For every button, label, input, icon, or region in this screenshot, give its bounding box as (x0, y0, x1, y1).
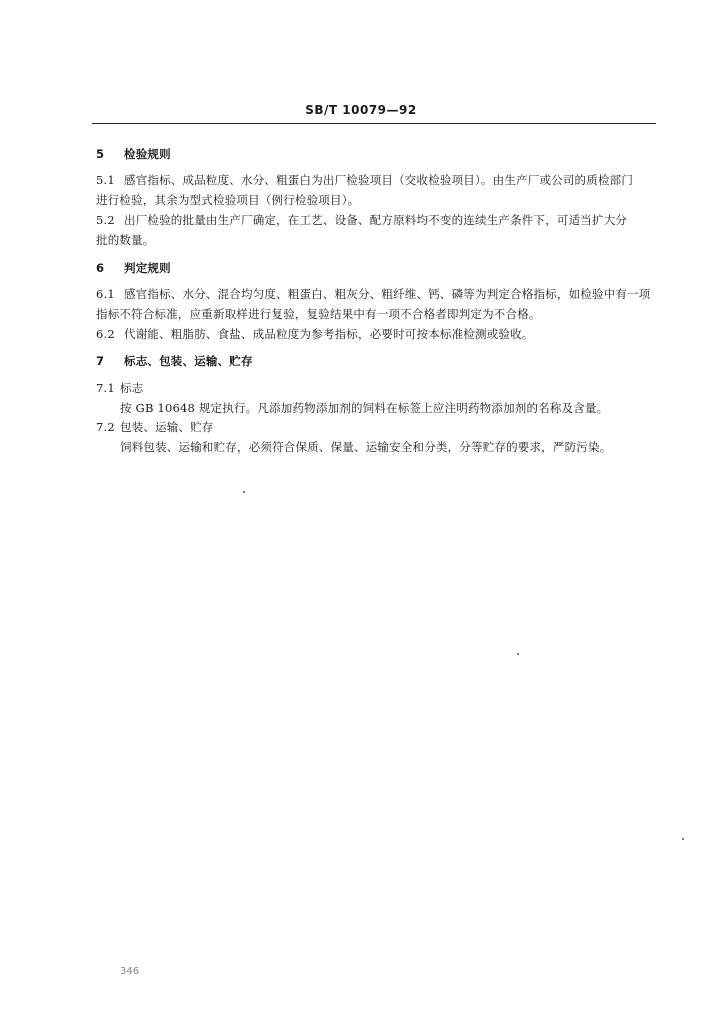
clause-7-2-title: 包装、运输、贮存 (120, 420, 214, 434)
clause-5-2-line-1 (96, 213, 627, 227)
page-number: 346 (120, 966, 140, 977)
clause-5-1-line-2: 进行检验，其余为型式检验项目（例行检验项目）。 (96, 193, 360, 207)
clause-5-1-number: 5.1 (96, 173, 115, 187)
clause-6-1-line-1 (96, 287, 651, 301)
scan-speck (517, 653, 519, 655)
section-5-number: 5 (96, 147, 105, 161)
section-6-number: 6 (96, 261, 105, 275)
clause-6-1-text-1: 感官指标、水分、混合均匀度、粗蛋白、粗灰分、粗纤维、钙、磷等为判定合格指标，如检验中有一项 (124, 287, 651, 301)
standard-code-header: SB/T 10079—92 (305, 103, 417, 117)
clause-6-1-number: 6.1 (96, 287, 115, 301)
clause-7-2-number: 7.2 (96, 420, 115, 434)
scan-speck (682, 838, 684, 840)
clause-5-1-line-1 (96, 173, 633, 187)
clause-7-1-heading (96, 381, 143, 395)
clause-7-2-heading (96, 420, 214, 434)
clause-6-2-number: 6.2 (96, 327, 115, 341)
section-5-title: 检验规则 (124, 147, 171, 161)
clause-5-2-line-2: 批的数量。 (96, 233, 155, 247)
section-7-title: 标志、包装、运输、贮存 (124, 354, 253, 368)
scan-speck (243, 491, 245, 493)
section-6-heading (96, 261, 171, 275)
section-6-title: 判定规则 (124, 261, 171, 275)
clause-5-2-text-1: 出厂检验的批量由生产厂确定，在工艺、设备、配方原料均不变的连续生产条件下，可适当扩大分 (124, 213, 628, 227)
section-7-heading (96, 354, 253, 368)
clause-7-1-title: 标志 (120, 381, 144, 395)
clause-5-2-number: 5.2 (96, 213, 115, 227)
section-7-number: 7 (96, 354, 105, 368)
clause-7-1-number: 7.1 (96, 381, 115, 395)
clause-7-1-body: 按 GB 10648 规定执行。凡添加药物添加剂的饲料在标签上应注明药物添加剂的名称及含量。 (120, 401, 609, 415)
clause-6-1-line-2: 指标不符合标准，应重新取样进行复验，复验结果中有一项不合格者即判定为不合格。 (96, 307, 541, 321)
clause-7-2-body: 饲料包装、运输和贮存，必须符合保质、保量、运输安全和分类，分等贮存的要求，严防污染。 (120, 440, 612, 454)
header-divider (92, 123, 656, 124)
clause-6-2-line-1 (96, 327, 534, 341)
clause-6-2-text-1: 代谢能、粗脂肪、食盐、成品粒度为参考指标，必要时可按本标准检测或验收。 (124, 327, 534, 341)
clause-5-1-text-1: 感官指标、成品粒度、水分、粗蛋白为出厂检验项目（交收检验项目）。由生产厂或公司的质检部门 (124, 173, 634, 187)
section-5-heading (96, 147, 171, 161)
